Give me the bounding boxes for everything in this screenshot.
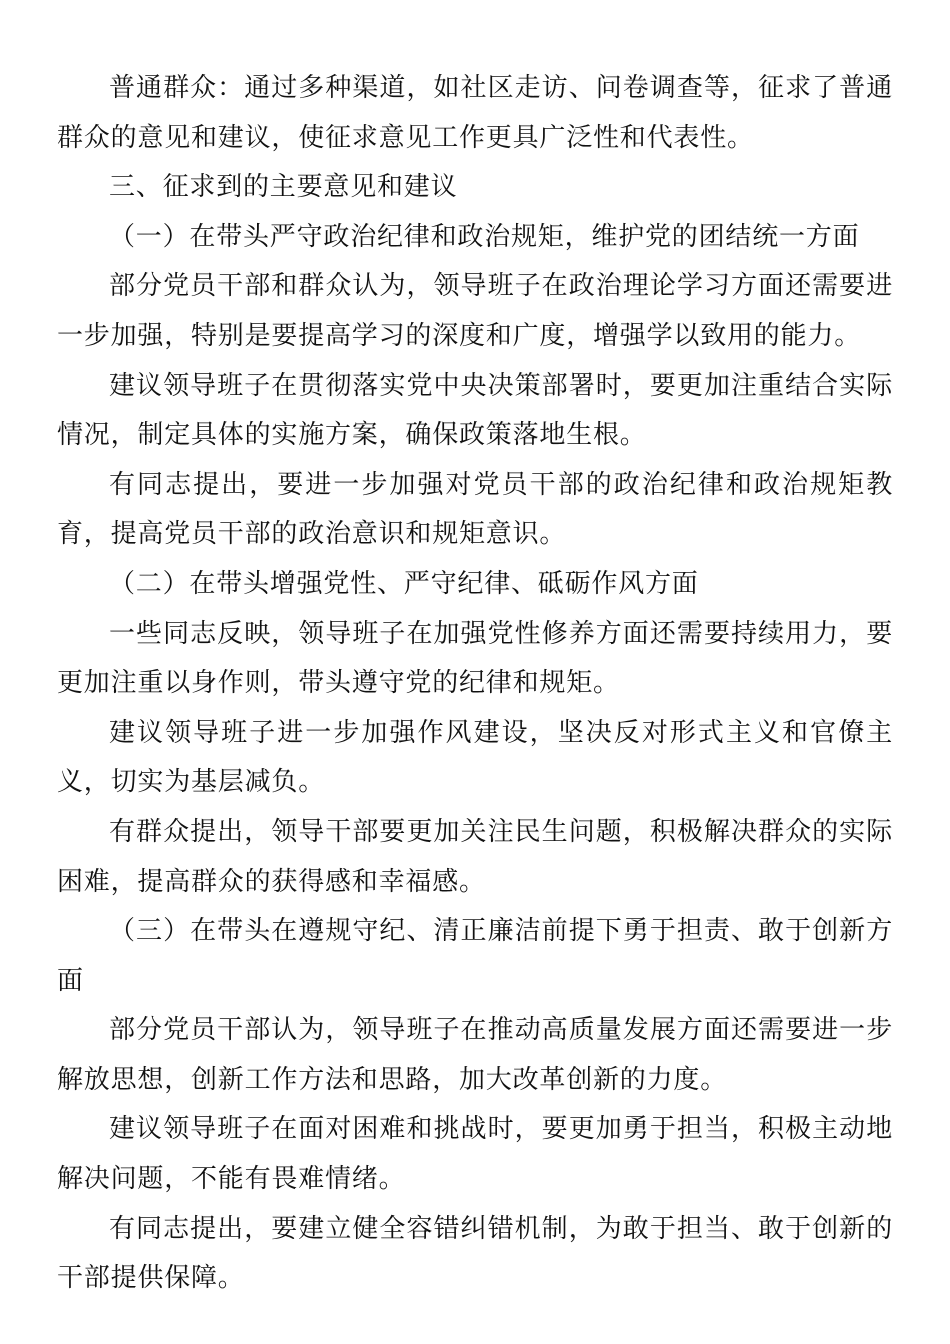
document-body: [57, 64, 893, 1304]
paragraph-theory-study: 部分党员干部和群众认为，领导班子在政治理论学习方面还需要进一步加强，特别是要提高学习的深度和广度，增强学以致用的能力。: [57, 271, 893, 351]
paragraph-implement-decisions: 建议领导班子在贯彻落实党中央决策部署时，要更加注重结合实际情况，制定具体的实施方案，确保政策落地生根。: [57, 370, 893, 451]
paragraph-work-style: 建议领导班子进一步加强作风建设，坚决反对形式主义和官僚主义，切实为基层减负。: [57, 717, 893, 798]
paragraph-ordinary-masses: 普通群众：通过多种渠道，如社区走访、问卷调查等，征求了普通群众的意见和建议，使征求意见工作更具广泛性和代表性。: [57, 73, 893, 153]
subheading-responsibility-innovation: （三）在带头在遵规守纪、清正廉洁前提下勇于担责、敢于创新方面: [57, 916, 893, 996]
paragraph-discipline-education: 有同志提出，要进一步加强对党员干部的政治纪律和政治规矩教育，提高党员干部的政治意识和规矩意识。: [57, 469, 893, 550]
section-heading-main-opinions: 三、征求到的主要意见和建议: [109, 172, 458, 203]
paragraph-high-quality-development: 部分党员干部认为，领导班子在推动高质量发展方面还需要进一步解放思想，创新工作方法和思路，加大改革创新的力度。: [57, 1015, 893, 1095]
paragraph-fault-tolerance: 有同志提出，要建立健全容错纠错机制，为敢于担当、敢于创新的干部提供保障。: [57, 1213, 893, 1294]
paragraph-party-cultivation: 一些同志反映，领导班子在加强党性修养方面还需要持续用力，要更加注重以身作则，带头遵守党的纪律和规矩。: [57, 618, 893, 699]
subheading-political-discipline: （一）在带头严守政治纪律和政治规矩，维护党的团结统一方面: [109, 221, 860, 252]
paragraph-face-challenges: 建议领导班子在面对困难和挑战时，要更加勇于担当，积极主动地解决问题，不能有畏难情绪。: [57, 1114, 893, 1195]
subheading-party-spirit: （二）在带头增强党性、严守纪律、砥砺作风方面: [109, 568, 699, 599]
paragraph-livelihood: 有群众提出，领导干部要更加关注民生问题，积极解决群众的实际困难，提高群众的获得感和幸福感。: [57, 816, 893, 897]
